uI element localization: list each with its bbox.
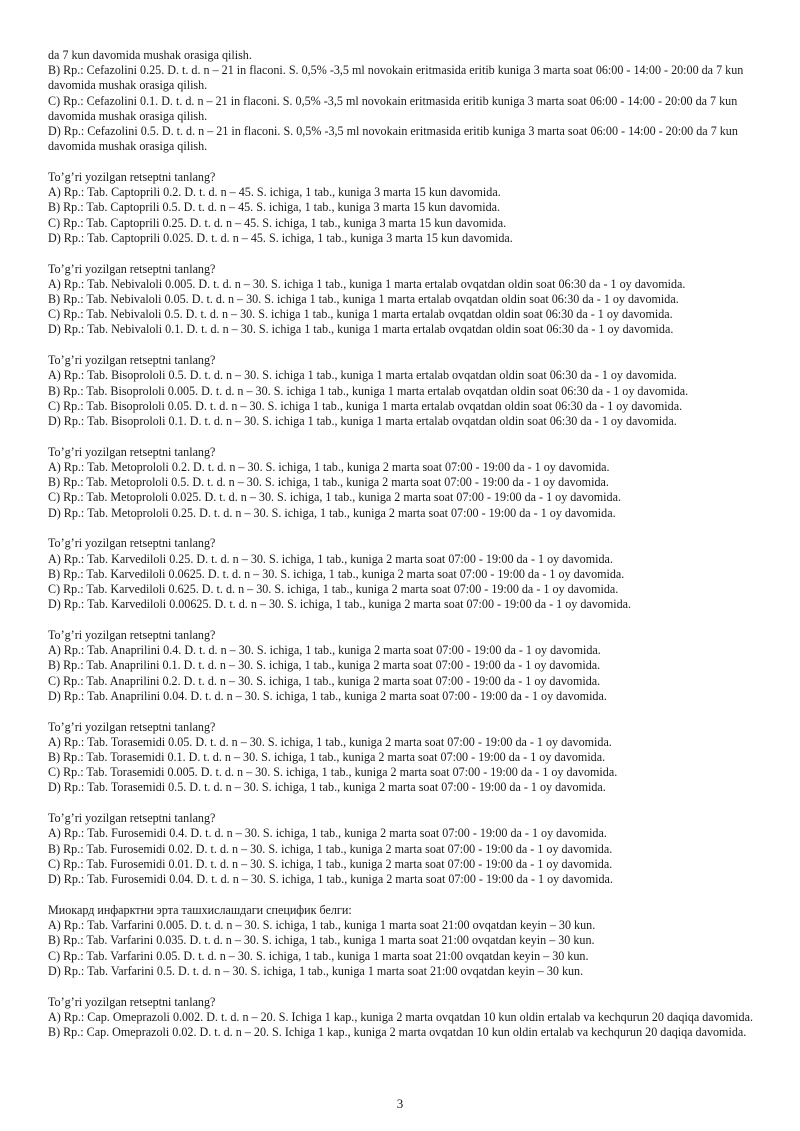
option-b: B) Rp.: Tab. Metoprololi 0.5. D. t. d. n – 30. S. ichiga, 1 tab., kuniga 2 marta soat 07:00 - 19:00 da - 1 oy davomida.: [48, 475, 609, 490]
option-b: B) Rp.: Tab. Torasemidi 0.1. D. t. d. n – 30. S. ichiga, 1 tab., kuniga 2 marta soat 07:00 - 19:00 da - 1 oy davomida.: [48, 750, 606, 765]
option-c: C) Rp.: Tab. Anaprilini 0.2. D. t. d. n – 30. S. ichiga, 1 tab., kuniga 2 marta soat 07:00 - 19:00 da - 1 oy davomida.: [48, 673, 601, 688]
question-prompt: To’g’ri yozilgan retseptni tanlang?: [48, 719, 216, 734]
option-d: D) Rp.: Tab. Captoprili 0.025. D. t. d. n – 45. S. ichiga, 1 tab., kuniga 3 marta 15 kun davomida.: [48, 230, 513, 245]
option-b: B) Rp.: Tab. Bisoprololi 0.005. D. t. d. n – 30. S. ichiga 1 tab., kuniga 1 marta ertalab ovqatdan oldin soat 06:30 da - 1 oy davomida.: [48, 383, 689, 398]
question-prompt: Миокард инфарктни эрта ташхислашдаги специфик белги:: [48, 902, 352, 917]
block-spacer: [48, 154, 770, 170]
option-b: B) Rp.: Tab. Varfarini 0.035. D. t. d. n – 30. S. ichiga, 1 tab., kuniga 1 marta soat 21:00 ovqatdan keyin – 30 kun.: [48, 933, 595, 948]
option-a: A) Rp.: Tab. Metoprololi 0.2. D. t. d. n – 30. S. ichiga, 1 tab., kuniga 2 marta soat 07:00 - 19:00 da - 1 oy davomida.: [48, 460, 610, 475]
option-a: A) Rp.: Tab. Torasemidi 0.05. D. t. d. n – 30. S. ichiga, 1 tab., kuniga 2 marta soat 07:00 - 19:00 da - 1 oy davomida.: [48, 734, 612, 749]
page-number: 3: [396, 1096, 404, 1111]
option-b: B) Rp.: Tab. Nebivaloli 0.05. D. t. d. n – 30. S. ichiga 1 tab., kuniga 1 marta ertalab ovqatdan oldin soat 06:30 da - 1 oy davomida.: [48, 292, 679, 307]
intro-block: [48, 48, 770, 154]
block-spacer: [48, 521, 770, 537]
question-prompt: To’g’ri yozilgan retseptni tanlang?: [48, 353, 216, 368]
option-b: B) Rp.: Tab. Anaprilini 0.1. D. t. d. n – 30. S. ichiga, 1 tab., kuniga 2 marta soat 07:00 - 19:00 da - 1 oy davomida.: [48, 658, 601, 673]
option-c: C) Rp.: Tab. Captoprili 0.25. D. t. d. n – 45. S. ichiga, 1 tab., kuniga 3 marta 15 kun davomida.: [48, 215, 507, 230]
question-block: [48, 628, 770, 704]
block-spacer: [48, 979, 770, 995]
option-c: C) Rp.: Tab. Nebivaloli 0.5. D. t. d. n – 30. S. ichiga 1 tab., kuniga 1 marta ertalab ovqatdan oldin soat 06:30 da - 1 oy davomida.: [48, 307, 673, 322]
option-c: C) Rp.: Tab. Varfarini 0.05. D. t. d. n – 30. S. ichiga, 1 tab., kuniga 1 marta soat 21:00 ovqatdan keyin – 30 kun.: [48, 948, 589, 963]
block-spacer: [48, 887, 770, 903]
option-a: A) Rp.: Tab. Anaprilini 0.4. D. t. d. n – 30. S. ichiga, 1 tab., kuniga 2 marta soat 07:00 - 19:00 da - 1 oy davomida.: [48, 643, 601, 658]
question-prompt: To’g’ri yozilgan retseptni tanlang?: [48, 261, 216, 276]
option-b: B) Rp.: Cap. Omeprazoli 0.02. D. t. d. n – 20. S. Ichiga 1 kap., kuniga 2 marta ovqatdan 10 kun oldin ertalab va kechqurun 20 daqiqa davomida.: [48, 1024, 747, 1039]
question-block: [48, 536, 770, 612]
question-block: [48, 995, 770, 1041]
option-d: D) Rp.: Cefazolini 0.5. D. t. d. n – 21 in flaconi. S. 0,5% -3,5 ml novokain eritmasida eritib kuniga 3 marta soat 06:00 - 14:00 - 20:00 da 7 kun davomida mushak orasiga qilish.: [48, 124, 738, 154]
option-d: D) Rp.: Tab. Anaprilini 0.04. D. t. d. n – 30. S. ichiga, 1 tab., kuniga 2 marta soat 07:00 - 19:00 da - 1 oy davomida.: [48, 688, 607, 703]
option-a: A) Rp.: Tab. Nebivaloli 0.005. D. t. d. n – 30. S. ichiga 1 tab., kuniga 1 marta ertalab ovqatdan oldin soat 06:30 da - 1 oy davomida.: [48, 276, 686, 291]
option-c: C) Rp.: Cefazolini 0.1. D. t. d. n – 21 in flaconi. S. 0,5% -3,5 ml novokain eritmasida eritib kuniga 3 marta soat 06:00 - 14:00 - 20:00 da 7 kun davomida mushak orasiga qilish.: [48, 93, 738, 123]
question-prompt: To’g’ri yozilgan retseptni tanlang?: [48, 811, 216, 826]
option-a: A) Rp.: Tab. Bisoprololi 0.5. D. t. d. n – 30. S. ichiga 1 tab., kuniga 1 marta ertalab ovqatdan oldin soat 06:30 da - 1 oy davomida.: [48, 368, 677, 383]
question-prompt: To’g’ri yozilgan retseptni tanlang?: [48, 170, 216, 185]
option-d: D) Rp.: Tab. Torasemidi 0.5. D. t. d. n – 30. S. ichiga, 1 tab., kuniga 2 marta soat 07:00 - 19:00 da - 1 oy davomida.: [48, 780, 606, 795]
option-d: D) Rp.: Tab. Furosemidi 0.04. D. t. d. n – 30. S. ichiga, 1 tab., kuniga 2 marta soat 07:00 - 19:00 da - 1 oy davomida.: [48, 872, 613, 887]
document-page: [48, 48, 770, 1040]
option-c: C) Rp.: Tab. Torasemidi 0.005. D. t. d. n – 30. S. ichiga, 1 tab., kuniga 2 marta soat 07:00 - 19:00 da - 1 oy davomida.: [48, 765, 618, 780]
option-a: A) Rp.: Tab. Furosemidi 0.4. D. t. d. n – 30. S. ichiga, 1 tab., kuniga 2 marta soat 07:00 - 19:00 da - 1 oy davomida.: [48, 826, 607, 841]
option-b: B) Rp.: Cefazolini 0.25. D. t. d. n – 21 in flaconi. S. 0,5% -3,5 ml novokain eritmasida eritib kuniga 3 marta soat 06:00 - 14:00 - 20:00 da 7 kun davomida mushak orasiga qilish.: [48, 63, 744, 93]
block-spacer: [48, 429, 770, 445]
option-a: A) Rp.: Tab. Karvediloli 0.25. D. t. d. n – 30. S. ichiga, 1 tab., kuniga 2 marta soat 07:00 - 19:00 da - 1 oy davomida.: [48, 551, 613, 566]
option-d: D) Rp.: Tab. Varfarini 0.5. D. t. d. n – 30. S. ichiga, 1 tab., kuniga 1 marta soat 21:00 ovqatdan keyin – 30 kun.: [48, 963, 584, 978]
block-spacer: [48, 796, 770, 812]
option-c: C) Rp.: Tab. Furosemidi 0.01. D. t. d. n – 30. S. ichiga, 1 tab., kuniga 2 marta soat 07:00 - 19:00 da - 1 oy davomida.: [48, 856, 613, 871]
option-b: B) Rp.: Tab. Furosemidi 0.02. D. t. d. n – 30. S. ichiga, 1 tab., kuniga 2 marta soat 07:00 - 19:00 da - 1 oy davomida.: [48, 841, 613, 856]
question-prompt: To’g’ri yozilgan retseptni tanlang?: [48, 994, 216, 1009]
block-spacer: [48, 246, 770, 262]
option-c: C) Rp.: Tab. Metoprololi 0.025. D. t. d. n – 30. S. ichiga, 1 tab., kuniga 2 marta soat 07:00 - 19:00 da - 1 oy davomida.: [48, 490, 621, 505]
option-b: B) Rp.: Tab. Captoprili 0.5. D. t. d. n – 45. S. ichiga, 1 tab., kuniga 3 marta 15 kun davomida.: [48, 200, 501, 215]
question-prompt: To’g’ri yozilgan retseptni tanlang?: [48, 444, 216, 459]
question-block: [48, 720, 770, 796]
question-block: [48, 445, 770, 521]
question-block: [48, 262, 770, 338]
questions-list: [48, 154, 770, 1040]
text-line: da 7 kun davomida mushak orasiga qilish.: [48, 48, 252, 62]
option-a: A) Rp.: Tab. Varfarini 0.005. D. t. d. n – 30. S. ichiga, 1 tab., kuniga 1 marta soat 21:00 ovqatdan keyin – 30 kun.: [48, 918, 596, 933]
option-d: D) Rp.: Tab. Karvediloli 0.00625. D. t. d. n – 30. S. ichiga, 1 tab., kuniga 2 marta soat 07:00 - 19:00 da - 1 oy davomida.: [48, 597, 632, 612]
question-prompt: To’g’ri yozilgan retseptni tanlang?: [48, 628, 216, 643]
block-spacer: [48, 704, 770, 720]
question-prompt: To’g’ri yozilgan retseptni tanlang?: [48, 536, 216, 551]
option-d: D) Rp.: Tab. Bisoprololi 0.1. D. t. d. n – 30. S. ichiga 1 tab., kuniga 1 marta ertalab ovqatdan oldin soat 06:30 da - 1 oy davomida.: [48, 414, 677, 429]
block-spacer: [48, 338, 770, 354]
option-a: A) Rp.: Tab. Captoprili 0.2. D. t. d. n – 45. S. ichiga, 1 tab., kuniga 3 marta 15 kun davomida.: [48, 185, 501, 200]
question-block: [48, 811, 770, 887]
option-a: A) Rp.: Cap. Omeprazoli 0.002. D. t. d. n – 20. S. Ichiga 1 kap., kuniga 2 marta ovqatdan 10 kun oldin ertalab va kechqurun 20 daqiqa davomida.: [48, 1009, 753, 1024]
question-block: [48, 170, 770, 246]
option-c: C) Rp.: Tab. Bisoprololi 0.05. D. t. d. n – 30. S. ichiga 1 tab., kuniga 1 marta ertalab ovqatdan oldin soat 06:30 da - 1 oy davomida.: [48, 398, 683, 413]
question-block: [48, 353, 770, 429]
option-c: C) Rp.: Tab. Karvediloli 0.625. D. t. d. n – 30. S. ichiga, 1 tab., kuniga 2 marta soat 07:00 - 19:00 da - 1 oy davomida.: [48, 582, 619, 597]
block-spacer: [48, 612, 770, 628]
option-b: B) Rp.: Tab. Karvediloli 0.0625. D. t. d. n – 30. S. ichiga, 1 tab., kuniga 2 marta soat 07:00 - 19:00 da - 1 oy davomida.: [48, 566, 625, 581]
question-block: [48, 903, 770, 979]
option-d: D) Rp.: Tab. Nebivaloli 0.1. D. t. d. n – 30. S. ichiga 1 tab., kuniga 1 marta ertalab ovqatdan oldin soat 06:30 da - 1 oy davomida.: [48, 322, 674, 337]
option-d: D) Rp.: Tab. Metoprololi 0.25. D. t. d. n – 30. S. ichiga, 1 tab., kuniga 2 marta soat 07:00 - 19:00 da - 1 oy davomida.: [48, 505, 616, 520]
